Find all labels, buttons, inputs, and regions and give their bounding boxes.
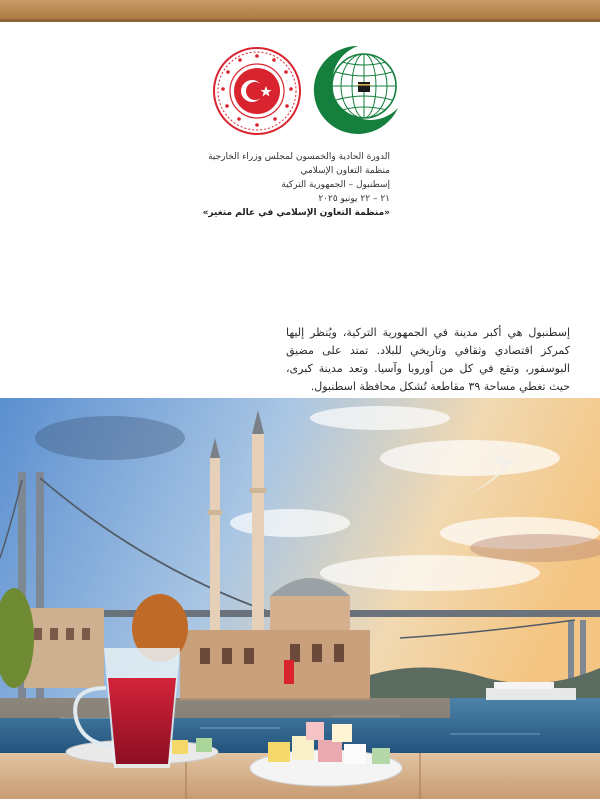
- conference-dates: ٢١ – ٢٢ يونيو ٢٠٢٥: [318, 194, 390, 204]
- oic-logo-icon: [312, 44, 404, 136]
- conference-slogan: «منظمة التعاون الإسلامي في عالم متغير»: [202, 208, 390, 218]
- conference-info: [130, 150, 390, 220]
- organization-name: منظمة التعاون الإسلامي: [300, 166, 390, 176]
- wood-top-border: [0, 0, 600, 22]
- turkish-ministry-seal-icon: [212, 46, 302, 136]
- istanbul-paragraph: إسطنبول هي أكبر مدينة في الجمهورية التركية، ويُنظر إليها كمركز اقتصادي وثقافي وتاريخي للبلاد. تمتد على مضيق البوسفور، وتقع في كل من أوروبا وآسيا. وتعد مدينة كبرى، حيث تغطي مساحة ٣٩ مقاطعة تُشكل محافظة اسطنبول.: [286, 326, 570, 393]
- conference-location: إسطنبول – الجمهورية التركية: [281, 180, 390, 190]
- conference-title: الدورة الحادية والخمسون لمجلس وزراء الخارجية: [208, 152, 390, 162]
- istanbul-photo: [0, 398, 600, 799]
- logos-row: [0, 44, 600, 140]
